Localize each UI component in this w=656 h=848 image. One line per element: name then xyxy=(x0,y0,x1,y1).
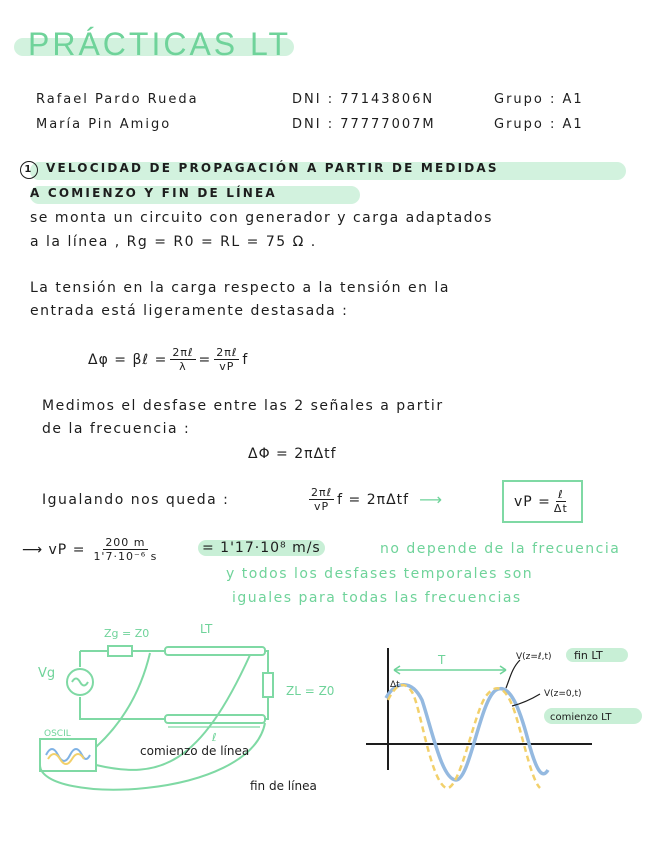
fin-formula: V(z=ℓ,t) xyxy=(516,652,552,662)
comienzo-lt-label: comienzo LT xyxy=(550,712,612,723)
author-2-dni: DNI : 77777007M xyxy=(292,117,436,132)
eq1-fraction-2 xyxy=(214,346,239,373)
line-top xyxy=(165,647,265,655)
author-2-grupo: Grupo : A1 xyxy=(494,117,584,132)
author-1 xyxy=(36,92,199,107)
eq3-frac-den: vP xyxy=(314,500,330,513)
paragraph-1-line-1: se monta un circuito con generador y carga adaptados xyxy=(30,210,493,226)
note-line-3: iguales para todas las frecuencias xyxy=(232,590,522,606)
result-fraction xyxy=(93,536,157,563)
section-title-text: VELOCIDAD DE PROPAGACIÓN A PARTIR DE MEDIDAS xyxy=(46,161,499,175)
result-value: = 1'17·10⁸ m/s xyxy=(198,540,325,556)
eq1-frac1-num: 2πℓ xyxy=(172,346,194,359)
fin-linea-label: fin de línea xyxy=(250,779,317,793)
result-den: 1'7·10⁻⁶ s xyxy=(93,550,158,563)
zg-resistor xyxy=(108,646,132,656)
l-label: ℓ xyxy=(212,731,217,744)
lt-label: LT xyxy=(200,622,213,636)
paragraph-2-line-1: La tensión en la carga respecto a la tensión en la xyxy=(30,280,450,296)
author-1-grupo: Grupo : A1 xyxy=(494,92,584,107)
result-box xyxy=(502,480,583,523)
box-left: vP = xyxy=(514,493,551,510)
paragraph-3-line-2: de la frecuencia : xyxy=(42,421,191,437)
paragraph-4: Igualando nos queda : xyxy=(42,492,230,508)
paragraph-3-line-1: Medimos el desfase entre las 2 señales a partir xyxy=(42,398,444,414)
section-title-line-2: A COMIENZO Y FIN DE LÍNEA xyxy=(30,186,277,200)
page-title: PRÁCTICAS LT xyxy=(28,26,291,62)
eq1-frac2-den: vP xyxy=(219,360,235,373)
paragraph-1-line-2: a la línea , Rg = R0 = RL = 75 Ω . xyxy=(30,234,317,250)
box-fraction xyxy=(554,488,568,515)
oscil-label: OSCIL xyxy=(44,729,71,739)
paragraph-2-line-2: entrada está ligeramente destasada : xyxy=(30,303,349,319)
waveform-plot xyxy=(360,640,650,800)
eq1-left: Δφ = βℓ = xyxy=(88,351,168,368)
note-line-1: no depende de la frecuencia xyxy=(380,541,621,557)
eq3-arrow: ⟶ xyxy=(419,490,443,509)
comienzo-formula: V(z=0,t) xyxy=(544,689,582,699)
equation-3 xyxy=(306,486,443,513)
result-arrow: ⟶ vP = xyxy=(22,541,86,558)
eq1-f: f xyxy=(242,351,249,368)
eq1-fraction-1 xyxy=(170,346,195,373)
result-num: 200 m xyxy=(105,536,146,549)
vg-label: Vg xyxy=(38,666,56,681)
author-name: María Pin Amigo xyxy=(36,117,172,132)
author-1-dni: DNI : 77143806N xyxy=(292,92,435,107)
eq1-equals: = xyxy=(198,351,212,368)
author-2 xyxy=(36,117,171,132)
zl-resistor xyxy=(263,673,273,697)
zg-label: Zg = Z0 xyxy=(104,627,150,640)
equation-1 xyxy=(88,346,248,373)
comienzo-linea-label: comienzo de línea xyxy=(140,744,250,758)
equation-2: ΔΦ = 2πΔtf xyxy=(248,446,337,462)
eq1-frac1-den: λ xyxy=(179,360,187,373)
eq3-fraction xyxy=(309,486,334,513)
box-frac-den: Δt xyxy=(553,502,568,515)
fin-lt-label: fin LT xyxy=(574,649,603,662)
zl-label: ZL = Z0 xyxy=(286,684,335,698)
note-line-2: y todos los desfases temporales son xyxy=(226,566,534,582)
section-number: 1 xyxy=(20,161,38,179)
result-equation xyxy=(22,536,165,563)
author-name: Rafael Pardo Rueda xyxy=(36,92,199,107)
eq3-rest: f = 2πΔtf xyxy=(337,491,410,508)
section-title-line-1 xyxy=(20,161,499,179)
eq1-frac2-num: 2πℓ xyxy=(216,346,238,359)
oscilloscope-box xyxy=(40,739,96,771)
eq3-frac-num: 2πℓ xyxy=(311,486,333,499)
box-frac-num: ℓ xyxy=(558,488,564,501)
dt-label: Δt xyxy=(390,680,400,690)
signal-comienzo xyxy=(386,685,548,780)
circuit-diagram xyxy=(0,615,370,815)
period-label: T xyxy=(438,653,446,667)
